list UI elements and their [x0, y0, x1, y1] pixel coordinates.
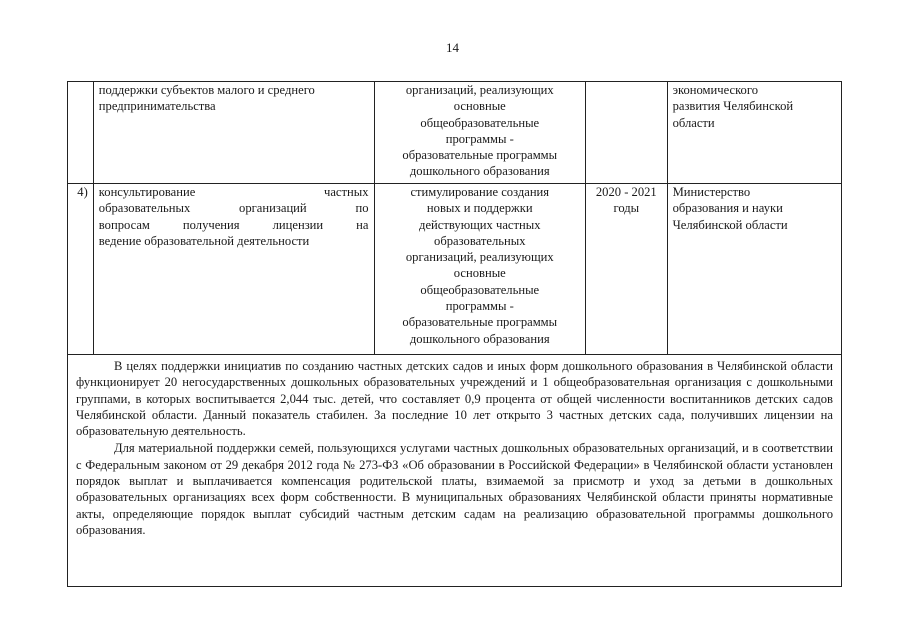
page-number: 14: [446, 40, 459, 55]
action-line: вопросам получения лицензии на: [98, 217, 369, 232]
result-line: образовательных: [434, 233, 526, 248]
table-row: [68, 355, 842, 587]
action-line: ведение образовательной деятельности: [98, 233, 310, 248]
action-line: предпринимательства: [98, 99, 216, 114]
result-cell: [374, 82, 586, 184]
action-cell: [93, 82, 374, 184]
action-line: поддержки субъектов малого и среднего: [98, 83, 315, 97]
responsible-cell: [667, 184, 841, 355]
result-line: дошкольного образования: [409, 164, 550, 179]
table-row: [68, 82, 842, 184]
responsible-line: образования и науки: [672, 201, 783, 216]
result-line: программы -: [445, 131, 514, 146]
result-line: стимулирование создания: [410, 185, 550, 199]
term-cell: [586, 184, 668, 355]
responsible-cell: [667, 82, 841, 184]
result-line: общеобразовательные: [420, 282, 540, 297]
measures-table: [67, 81, 842, 587]
responsible-line: экономического: [672, 83, 758, 97]
responsible-line: развития Челябинской: [672, 99, 794, 114]
narrative-cell: [68, 355, 842, 587]
number-cell: 4): [68, 184, 94, 355]
action-line: образовательных организаций по: [98, 201, 369, 216]
term-cell: [586, 82, 668, 184]
result-cell: [374, 184, 586, 355]
result-line: общеобразовательные: [420, 115, 540, 130]
narrative-paragraph: Для материальной поддержки семей, пользующихся услугами частных дошкольных образовательных организаций, и в соответствии с Федеральным законом от 29 декабря 2012 года № 273-ФЗ «Об образовании в Российской Федерации» в Челябинской области установлен порядок выплат и выплачивается компенсация родительской платы, взимаемой за присмотр и уход за детьми в дошкольных образовательных организациях всех форм собственности. В муниципальных образованиях Челябинской области приняты нормативные акты, определяющие порядок выплат субсидий частным детским садам на реализацию образовательной программы дошкольного образования.: [76, 441, 833, 537]
responsible-line: Министерство: [672, 185, 751, 199]
table-row: [68, 184, 842, 355]
result-line: организаций, реализующих: [405, 250, 554, 265]
responsible-line: области: [672, 115, 715, 130]
narrative-paragraph: В целях поддержки инициатив по созданию частных детских садов и иных форм дошкольного образования в Челябинской области функционирует 20 негосударственных дошкольных образовательных учреждений и 1 общеобразовательная организация с дошкольными группами, в которых воспитывается 2,044 тыс. детей, что составляет 0,9 процента от общей численности воспитанников детских садов Челябинской области. Данный показатель стабилен. За последние 10 лет открыто 3 частных детских сада, получивших лицензии на образовательную деятельность.: [76, 359, 833, 439]
action-line: консультирование частных: [98, 185, 369, 199]
number-cell: [68, 82, 94, 184]
result-line: действующих частных: [419, 217, 541, 232]
action-cell: [93, 184, 374, 355]
result-line: образовательные программы: [402, 315, 558, 330]
result-line: основные: [453, 99, 506, 114]
result-line: организаций, реализующих: [405, 83, 554, 97]
result-line: образовательные программы: [402, 148, 558, 163]
result-line: программы -: [445, 299, 514, 314]
term-line: 2020 - 2021: [595, 185, 657, 199]
term-line: годы: [613, 201, 640, 216]
result-line: новых и поддержки: [426, 201, 533, 216]
result-line: основные: [453, 266, 506, 281]
responsible-line: Челябинской области: [672, 217, 788, 232]
result-line: дошкольного образования: [409, 331, 550, 346]
